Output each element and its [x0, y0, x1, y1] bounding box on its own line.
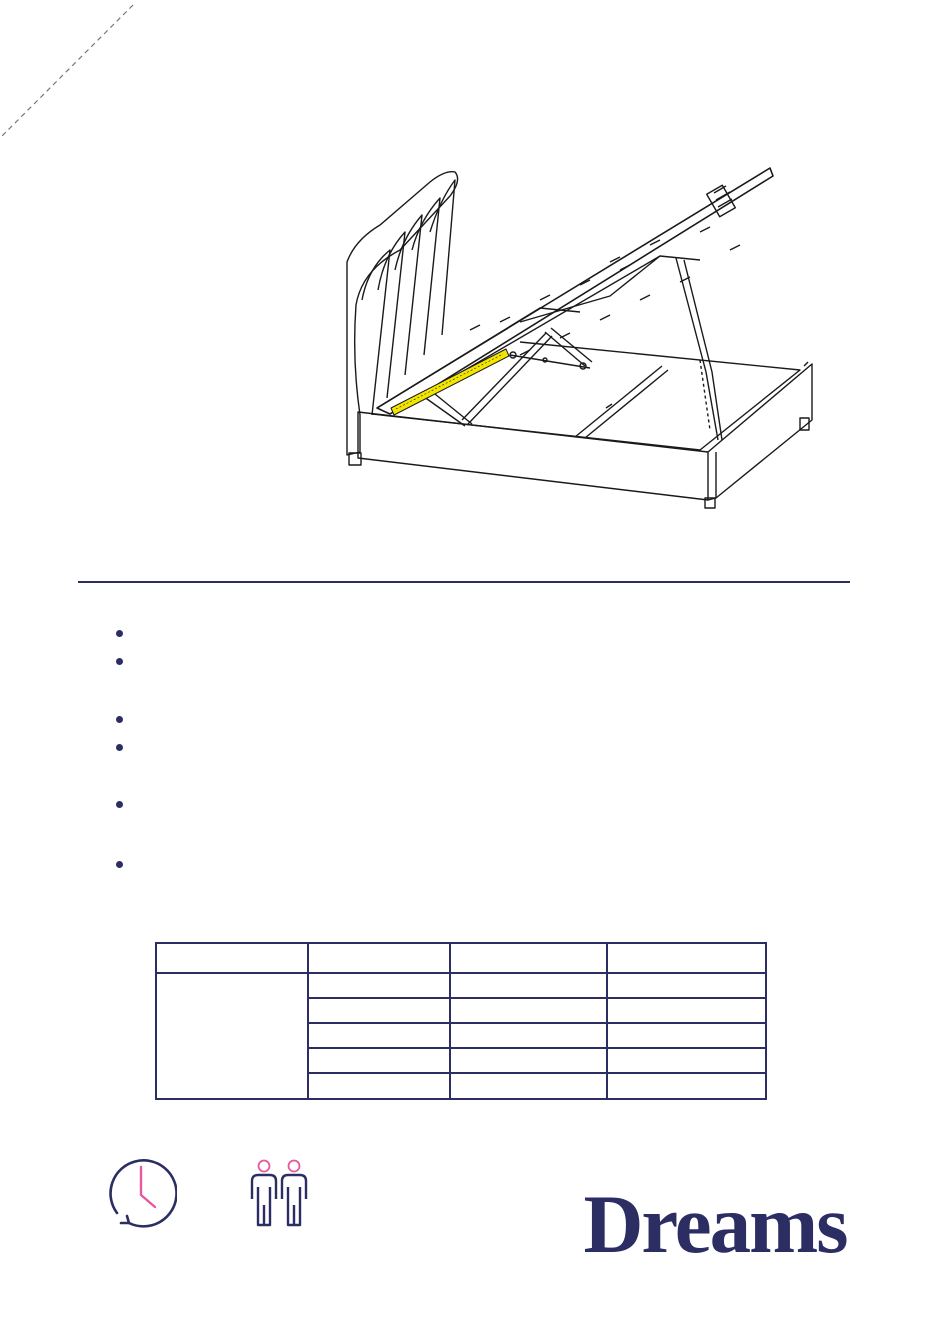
table-cell: [450, 1023, 607, 1048]
table-cell: [607, 943, 766, 973]
corner-fold-line: [0, 0, 140, 140]
bullet-marker: [116, 801, 123, 808]
table-header-row: [156, 943, 766, 973]
bullet-marker: [116, 658, 123, 665]
table-cell: [308, 943, 450, 973]
table-row: [156, 973, 766, 998]
two-people-icon: [244, 1157, 316, 1229]
table-cell: [450, 943, 607, 973]
table-cell: [156, 973, 308, 1099]
bullet-marker: [116, 744, 123, 751]
dimensions-table: [155, 942, 767, 1100]
table-cell: [450, 1048, 607, 1073]
bullet-marker: [116, 630, 123, 637]
bullet-marker: [116, 716, 123, 723]
section-divider: [78, 581, 850, 583]
brand-logo: Dreams: [583, 1178, 847, 1270]
table-cell: [308, 1048, 450, 1073]
table-cell: [450, 973, 607, 998]
table-cell: [156, 943, 308, 973]
table-cell: [607, 998, 766, 1023]
table-cell: [308, 998, 450, 1023]
bullet-marker: [116, 861, 123, 868]
table-cell: [450, 1073, 607, 1099]
table-cell: [450, 998, 607, 1023]
table-cell: [607, 973, 766, 998]
clock-icon: [105, 1157, 177, 1229]
table-cell: [308, 973, 450, 998]
table-cell: [607, 1073, 766, 1099]
ottoman-bed-illustration: [330, 160, 830, 520]
table-cell: [308, 1023, 450, 1048]
table-cell: [308, 1073, 450, 1099]
table-cell: [607, 1023, 766, 1048]
table-cell: [607, 1048, 766, 1073]
